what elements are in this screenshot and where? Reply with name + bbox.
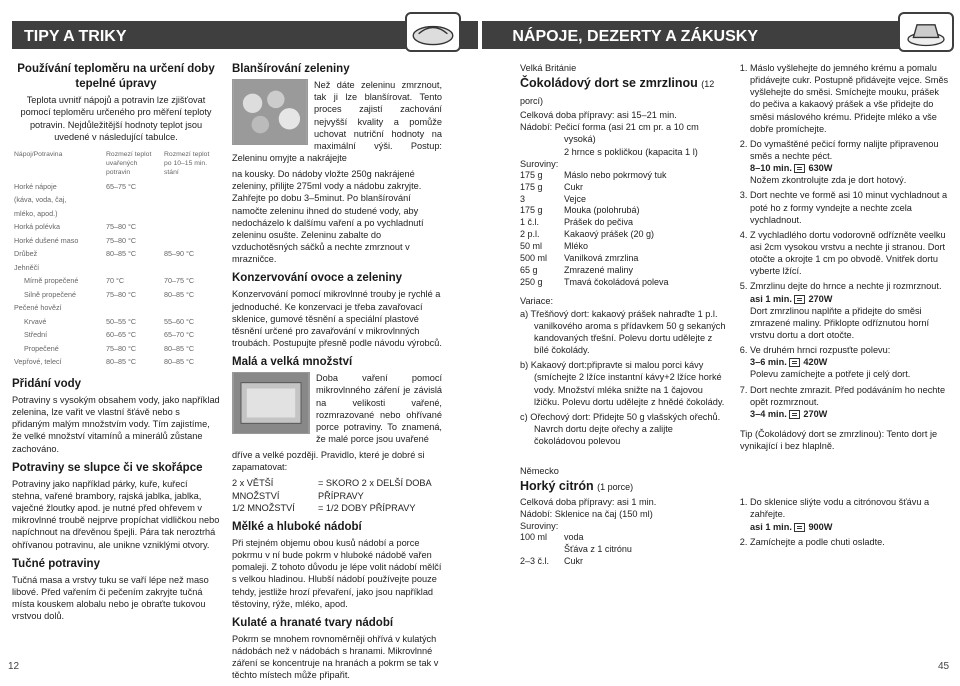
column-recipes xyxy=(520,62,726,568)
chocolate-cake-steps xyxy=(736,62,950,420)
table-row xyxy=(12,328,220,342)
variants-list xyxy=(520,308,726,448)
microwave-icon xyxy=(794,295,805,304)
small-text-2: dříve a velké později. Pravidlo, které je dobré si zapamatovat: xyxy=(232,450,425,473)
table-cell: 65–70 °C xyxy=(164,330,195,340)
table-cell xyxy=(104,261,162,275)
baking-tray-photo xyxy=(232,372,310,434)
table-cell: 55–60 °C xyxy=(164,316,195,326)
skin-title: Potraviny se slupce či ve skořápce xyxy=(12,461,203,474)
step-power: 270W xyxy=(808,293,833,304)
table-cell: 80–85 °C xyxy=(164,343,195,353)
thermometer-title: Používání teploměru na určení doby tepelné úpravy xyxy=(17,63,215,91)
column-steps xyxy=(736,62,950,551)
column-tips xyxy=(12,62,220,626)
table-row xyxy=(12,180,220,194)
table-cell: Horké dušené maso xyxy=(14,235,79,245)
table-row xyxy=(12,207,220,221)
step-power: 630W xyxy=(808,163,833,174)
step-text: Máslo vyšlehejte do jemného krému a pomalu přidávejte cukr. Postupně přidávejte vejce. Směs vyšlehejte do směsi. Smíchejte mouku, prášek do pečiva a kakaový prášek a vše přidejte do směsi máslového krému. Přidejte mléko a vše dobře promíchejte. xyxy=(750,63,949,134)
recipe2-time: Celková doba přípravy: asi 1 min. xyxy=(520,496,657,507)
table-cell: 80–85 °C xyxy=(164,289,195,299)
table-row xyxy=(12,355,220,369)
step-text: Nožem zkontrolujte zda je dort hotový. xyxy=(750,175,907,186)
table-cell xyxy=(104,301,162,315)
ingredient-row xyxy=(520,265,669,277)
ingredient-qty: 2–3 č.l. xyxy=(520,556,550,567)
rule-left: 2 x VĚTŠÍ MNOŽSTVÍ xyxy=(232,478,280,501)
fruit-title: Konzervování ovoce a zeleniny xyxy=(232,272,403,285)
step-text: Polevu zamíchejte a potřete ji celý dort. xyxy=(750,369,911,380)
table-row xyxy=(12,315,220,329)
table-row xyxy=(12,234,220,248)
rule-right: = SKORO 2 x DELŠÍ DOBA PŘÍPRAVY xyxy=(318,478,432,501)
recipe1-dish-cont: vysoká) xyxy=(564,134,596,145)
step-power: 900W xyxy=(808,521,833,532)
table-cell xyxy=(162,261,220,275)
microwave-icon xyxy=(789,410,800,419)
ingredient-name: Mléko xyxy=(564,241,589,252)
ingredient-qty: 250 g xyxy=(520,276,543,287)
step-text: Do vymaštěné pečicí formy nalijte připravenou směs a nechte péct. xyxy=(750,138,939,161)
ingredient-qty: 175 g xyxy=(520,205,543,216)
water-text: Potraviny s vysokým obsahem vody, jako například zelenina, lze vařit ve vlastní šťávě nebo s přidaným malým množstvím vody. Tím zajistíme, že velké množství vitamínů a minerálů zůstane zachováno. xyxy=(12,394,220,454)
chocolate-cake-title xyxy=(520,75,726,108)
recipe2-dish: Nádobí: Sklenice na čaj (150 ml) xyxy=(520,509,653,520)
step-power: 420W xyxy=(803,357,828,368)
table-cell: 75–80 °C xyxy=(106,222,137,232)
step-item xyxy=(750,344,950,380)
ingredient-qty: 1 č.l. xyxy=(520,217,540,228)
recipe-title-text: Čokoládový dort se zmrzlinou xyxy=(520,76,698,91)
ingredient-qty: 50 ml xyxy=(520,241,543,252)
table-row xyxy=(12,288,220,302)
ingredient-name: Zmrazené maliny xyxy=(564,264,634,275)
ingredient-row xyxy=(520,170,669,182)
ingredient-name: Prášek do pečiva xyxy=(564,217,634,228)
table-cell: 80–85 °C xyxy=(106,249,137,259)
thin-text: Při stejném objemu obou kusů nádobí a porce pokrmu v ní bude pokrm v hluboké nádobě vařen pomaleji. Z tohoto důvodu je lépe volit nádobí mělčí s velkou hladinou. Hlubší nádobí používejte pouze tehdy, jestliže hrozí převaření, jako jsou například těstoviny, rýže, mléko, apod. xyxy=(232,538,442,609)
small-title: Malá a velká množství xyxy=(232,356,353,369)
table-cell xyxy=(162,220,220,234)
ingredient-row xyxy=(520,241,669,253)
ingredient-qty: 500 ml xyxy=(520,252,548,263)
left-header-title: TIPY A TRIKY xyxy=(24,28,127,45)
step-text: Z vychladlého dortu vodorovně odřízněte veelku asi 2cm vysokou vrstvu a nechte ji stranou. Dort otočte a okrojte 1 cm po obvodě. Vnitřek dortu vyberte lžící. xyxy=(750,229,946,277)
table-cell: 65–75 °C xyxy=(106,181,137,191)
ingredient-qty: 2 p.l. xyxy=(520,229,540,240)
ingredient-name: Cukr xyxy=(564,556,584,567)
table-cell: 75–80 °C xyxy=(106,289,137,299)
temperature-table xyxy=(12,149,220,369)
hot-lemon-steps xyxy=(736,496,950,548)
table-row xyxy=(12,342,220,356)
table-cell xyxy=(104,193,162,207)
table-cell: Horká polévka xyxy=(14,222,60,232)
table-cell: Horké nápoje xyxy=(14,181,57,191)
header-tray-icon xyxy=(405,12,461,52)
microwave-icon xyxy=(794,523,805,532)
ingredient-name: Vejce xyxy=(564,193,587,204)
table-cell: Propečené xyxy=(24,343,59,353)
ingredients-label: Suroviny: xyxy=(520,521,559,532)
recipe1-time: Celková doba přípravy: asi 15–21 min. xyxy=(520,110,677,121)
recipe-portions: (12 porcí) xyxy=(520,79,715,106)
table-cell: 85–90 °C xyxy=(164,249,195,259)
ingredient-name: voda xyxy=(564,532,584,543)
variant-item: b) Kakaový dort:připravte si malou porci kávy (smíchejte 2 lžíce instantní kávy+2 lžíce horké vody. Množství mléka snižte na 1 čajovou lžičku. Polevu dortu udělejte z hnědé čokolády. xyxy=(520,360,725,407)
right-header-title: NÁPOJE, DEZERTY A ZÁKUSKY xyxy=(512,28,758,45)
ingredient-name: Vanilková zmrzlina xyxy=(564,252,639,263)
blanch-text-1: Než dáte zeleninu zmrznout, tak ji lze blanšírovat. Tento proces zajistí zachování nejvyšší kvality a pomůže uchovat nutriční hodnoty na maximální výši. Postup: Zeleninu omyjte a nakrájejte xyxy=(232,80,442,164)
ingredient-name: Tmavá čokoládová poleva xyxy=(564,276,669,287)
origin-germany: Německo xyxy=(520,466,559,477)
water-title: Přidání vody xyxy=(12,377,82,390)
table-cell: Jehněčí xyxy=(14,262,40,272)
table-cell: Krvavé xyxy=(24,316,47,326)
recipe1-dish-2: 2 hrnce s pokličkou (kapacita 1 l) xyxy=(564,146,698,157)
table-cell: 75–80 °C xyxy=(106,343,137,353)
ingredient-row xyxy=(520,217,669,229)
table-cell: mléko, apod.) xyxy=(14,208,58,218)
step-item xyxy=(750,536,950,548)
variants-label: Variace: xyxy=(520,295,554,306)
microwave-icon xyxy=(794,164,805,173)
hot-lemon-title xyxy=(520,478,726,495)
step-time: asi 1 min. xyxy=(750,521,792,532)
step-power: 270W xyxy=(803,408,828,419)
ingredient-name: Máslo nebo pokrmový tuk xyxy=(564,169,667,180)
cake-tip: Tip (Čokoládový dort se zmrzlinou): Tento dort je vynikající i bez hlaplně. xyxy=(740,428,938,452)
step-item xyxy=(750,138,950,187)
recipe-portions: (1 porce) xyxy=(597,482,634,493)
ingredient-row xyxy=(520,556,632,568)
table-cell: Mírně propečené xyxy=(24,276,79,286)
table-cell: 75–80 °C xyxy=(106,235,137,245)
step-time: 8–10 min. xyxy=(750,163,792,174)
step-text: Ve druhém hrnci rozpusťte polevu: xyxy=(750,345,891,356)
right-page-header xyxy=(482,21,948,49)
ingredient-row xyxy=(520,532,632,544)
rule-left: 1/2 MNOŽSTVÍ xyxy=(232,502,295,513)
table-cell: 50–55 °C xyxy=(106,316,137,326)
step-item xyxy=(750,384,950,420)
ingredient-name: Šťáva z 1 citrónu xyxy=(564,544,632,555)
step-time: asi 1 min. xyxy=(750,293,792,304)
table-cell xyxy=(162,207,220,221)
ingredients-label: Suroviny: xyxy=(520,158,559,169)
table-cell: 70 °C xyxy=(106,276,125,286)
step-item xyxy=(750,229,950,278)
header-dessert-icon xyxy=(898,12,954,52)
table-row xyxy=(12,220,220,234)
table-cell: Střední xyxy=(24,330,48,340)
ingredient-qty: 3 xyxy=(520,193,526,204)
table-cell xyxy=(162,234,220,248)
table-cell: Pečené hovězí xyxy=(14,303,62,313)
step-text: Dort nechte ve formě asi 10 minut vychladnout a poté ho z formy vyndejte a nechte zcela vychladnout. xyxy=(750,190,948,225)
step-item xyxy=(750,62,950,135)
table-cell: Silně propečené xyxy=(24,289,76,299)
thermometer-intro: Teplota uvnitř nápojů a potravin lze zjišťovat pomocí teploměru určeného pro měření teploty potravin. Nejdůležitější hodnoty teplot jsou uvedené v následující tabulce. xyxy=(20,95,212,142)
table-cell: 60–65 °C xyxy=(106,330,137,340)
fruit-text: Konzervování pomocí mikrovlnné trouby je rychlé a jednoduché. Ke konzervaci je třeba zavařovací sklenice, gumové těsnění a speciální plastové těsnění určené pro zavařování v mikrovlnných troubách. Postupujte přesně podle návodu výrobců. xyxy=(232,289,442,349)
table-cell: (káva, voda, čaj, xyxy=(14,195,67,205)
ingredient-name: Kakaový prášek (20 g) xyxy=(564,229,655,240)
table-row xyxy=(12,301,220,315)
microwave-icon xyxy=(789,358,800,367)
ingredient-row xyxy=(520,205,669,217)
recipe-title-text: Horký citrón xyxy=(520,479,594,494)
table-row xyxy=(12,261,220,275)
square-title: Kulaté a hranaté tvary nádobí xyxy=(232,616,394,629)
table-cell: 80–85 °C xyxy=(106,357,137,367)
ingredient-qty: 175 g xyxy=(520,169,543,180)
square-text: Pokrm se mnohem rovnoměrněji ohřívá v kulatých nádobách než v nádobách s hranami. Mikrovlnné záření se koncentruje na hranách a pokrm se tak v těchto místech může připařit. xyxy=(232,634,439,681)
column-techniques xyxy=(232,62,442,686)
table-cell: 70–75 °C xyxy=(164,276,195,286)
ingredient-name: Mouka (polohrubá) xyxy=(564,205,640,216)
step-time: 3–6 min. xyxy=(750,357,787,368)
table-cell xyxy=(162,301,220,315)
table-cell: Vepřové, telecí xyxy=(14,357,62,367)
table-header: Rozmezí teplot po 10–15 min. stání xyxy=(164,150,210,176)
step-item xyxy=(750,280,950,341)
step-time: 3–4 min. xyxy=(750,408,787,419)
ingredient-row xyxy=(520,277,669,289)
table-cell: 80–85 °C xyxy=(164,357,195,367)
ingredient-qty xyxy=(520,544,564,556)
vegetables-photo xyxy=(232,79,308,145)
step-item xyxy=(750,496,950,532)
ingredient-row xyxy=(520,253,669,265)
table-row xyxy=(12,193,220,207)
table-row xyxy=(12,247,220,261)
step-text: Dort zmrzlinou naplňte a přidejte do směsi zmrazené maliny. Přiklopte odříznutou horní vrstvu dortu a dort otočte. xyxy=(750,305,930,340)
skin-text: Potraviny jako například párky, kuře, kuřecí stehna, vařené brambory, rajská jablka, jablka, vaječné žloutky apod. je nutné před ohřevem v mikrovlnné troubě nejprve propíchat vidličkou nebo napíchnout na dřevěnou špejli. Pára tak neroztrhá ohřívanou potravinu, ale unikne vzniklými otvory. xyxy=(12,478,220,550)
table-header: Rozmezí teplot uvařených potravin xyxy=(106,150,152,176)
ingredient-row xyxy=(520,182,669,194)
ingredient-name: Cukr xyxy=(564,181,584,192)
small-text-1: Doba vaření pomocí mikrovlnného záření je závislá na velikosti vařené, rozmrazované nebo ohřívané porce potraviny. To znamená, že malé porce jsou uvařené xyxy=(316,373,442,445)
blanch-title: Blanšírování zeleniny xyxy=(232,63,350,75)
thin-title: Mělké a hluboké nádobí xyxy=(232,520,362,533)
rule-row xyxy=(232,477,442,501)
origin-uk: Velká Británie xyxy=(520,63,577,73)
step-text: Do sklenice sliýte vodu a citrónovou šťávu a zahřejte. xyxy=(750,497,930,520)
step-text: Zamíchejte a podle chuti osladte. xyxy=(750,536,885,547)
ingredient-row xyxy=(520,194,669,206)
right-page-number: 45 xyxy=(938,661,950,672)
blanch-text-2: na kousky. Do nádoby vložte 250g nakrájené zeleniny, přilijte 275ml vody a nádobu zakryjte. Zahřejte po dobu 3–5minut. Po blanšírování namočte zeleninu ihned do studené vody, aby nedocházelo k dalšímu vaření a po vychladnutí zeleninu osušte. Zeleninu zabalte do vzduchotěsných sáčků a nechte zmrznout v mrazničce. xyxy=(232,169,424,265)
step-item xyxy=(750,189,950,225)
table-cell xyxy=(104,207,162,221)
table-header-row xyxy=(12,149,220,180)
left-page-number: 12 xyxy=(8,661,20,672)
ingredient-qty: 175 g xyxy=(520,181,543,192)
step-text: Dort nechte zmrazit. Před podáváním ho nechte opět rozmrznout. xyxy=(750,384,946,407)
variant-item: c) Ořechový dort: Přidejte 50 g vlašských ořechů. Navrch dortu dejte ořechy a zalijte čokoládovou polevou xyxy=(520,411,721,447)
rule-row xyxy=(232,502,442,514)
ingredient-row xyxy=(520,544,632,556)
ingredient-qty: 100 ml xyxy=(520,532,548,543)
table-row xyxy=(12,274,220,288)
rule-right: = 1/2 DOBY PŘÍPRAVY xyxy=(318,502,416,513)
table-cell: Drůbež xyxy=(14,249,38,259)
fat-text: Tučná masa a vrstvy tuku se vaří lépe než maso libové. Před vařením či pečením zakryjte tučná místa kouskem alobalu nebo je obraťte tukovou vrstvou dolů. xyxy=(12,574,209,622)
step-text: Zmrzlinu dejte do hrnce a nechte ji rozmrznout. xyxy=(750,281,942,292)
table-header: Nápoj/Potravina xyxy=(14,150,63,158)
table-cell xyxy=(162,180,220,194)
rule-table xyxy=(232,477,442,513)
fat-title: Tučné potraviny xyxy=(12,557,100,570)
recipe2-ingredients xyxy=(520,532,632,568)
recipe1-ingredients xyxy=(520,170,669,289)
table-cell xyxy=(162,193,220,207)
variant-item: a) Třešňový dort: kakaový prášek nahraďte 1 p.l. vanilkového aroma s přídavkem 50 g sekaných kandovaných třešní. Polevu dortu udělejte z bílé čokolády. xyxy=(520,308,726,356)
ingredient-row xyxy=(520,229,669,241)
recipe1-dish: Nádobí: Pečicí forma (asi 21 cm pr. a 10 cm xyxy=(520,122,699,133)
ingredient-qty: 65 g xyxy=(520,264,538,275)
